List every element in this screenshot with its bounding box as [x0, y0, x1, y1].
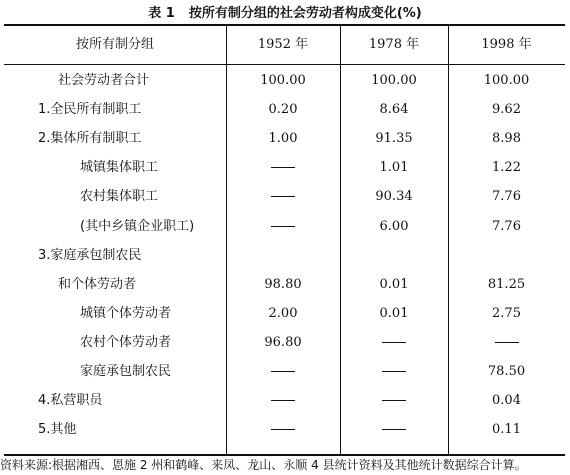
value-cell: 0.11: [492, 422, 521, 438]
table-row: [4, 182, 565, 211]
value-cell: 96.80: [264, 334, 302, 350]
table-caption: [0, 2, 570, 21]
row-label: 农村个体劳动者: [80, 334, 172, 350]
value-cell: 9.62: [492, 102, 521, 118]
table-row: [4, 328, 565, 357]
row-label: 社会劳动者合计: [58, 73, 150, 88]
row-label: 农村集体职工: [80, 189, 159, 205]
value-cell: [226, 241, 340, 270]
empty-dash: [448, 328, 565, 357]
value-cell: [448, 241, 565, 270]
table-title: 按所有制分组的社会劳动者构成变化(%): [188, 6, 422, 21]
empty-dash: [340, 357, 448, 386]
empty-dash: [226, 357, 340, 386]
value-cell: 0.01: [379, 276, 409, 292]
dash-mark: [382, 342, 406, 343]
table-row: [4, 357, 565, 386]
row-label: 5.其他: [38, 422, 77, 438]
empty-dash: [226, 212, 340, 241]
value-cell: 78.50: [487, 364, 526, 379]
dash-mark: [271, 371, 295, 372]
table-row: [4, 153, 565, 182]
dash-mark: [382, 429, 406, 430]
header-rule: [4, 64, 565, 65]
value-cell: 8.64: [379, 102, 409, 118]
dash-mark: [271, 400, 295, 401]
value-cell: 1.01: [379, 160, 409, 176]
table-row: [4, 415, 565, 444]
row-label: 1.全民所有制职工: [38, 102, 142, 118]
table-row: [4, 241, 565, 270]
dash-mark: [271, 429, 295, 430]
table-row: [4, 386, 565, 415]
header-1998: 1998 年: [481, 37, 532, 52]
row-label: 2.集体所有制职工: [38, 131, 142, 147]
dash-mark: [271, 167, 295, 168]
row-label: 3.家庭承包制农民: [38, 247, 142, 263]
empty-dash: [226, 182, 340, 211]
empty-dash: [226, 415, 340, 444]
value-cell: 81.25: [487, 276, 526, 292]
empty-dash: [226, 153, 340, 182]
row-label: (其中乡镇企业职工): [80, 218, 195, 234]
table-row: [4, 124, 565, 153]
row-label: 和个体劳动者: [58, 276, 137, 292]
value-cell: 91.35: [375, 131, 413, 147]
table-number: 表 1: [148, 6, 175, 21]
dash-mark: [495, 342, 519, 343]
value-cell: 8.98: [492, 131, 521, 147]
value-cell: 100.00: [483, 73, 530, 88]
dash-mark: [271, 196, 295, 197]
empty-dash: [340, 386, 448, 415]
dash-mark: [382, 371, 406, 372]
row-label: 城镇集体职工: [80, 160, 159, 176]
value-cell: 98.80: [264, 276, 302, 292]
table-row: [4, 66, 565, 95]
table-row: [4, 95, 565, 124]
table-row: [4, 212, 565, 241]
value-cell: 6.00: [379, 218, 409, 234]
empty-dash: [226, 386, 340, 415]
value-cell: 0.20: [268, 102, 298, 118]
value-cell: 2.00: [268, 305, 298, 321]
table-row: [4, 299, 565, 328]
value-cell: 1.00: [268, 131, 298, 147]
header-group: 按所有制分组: [75, 37, 154, 52]
empty-dash: [340, 415, 448, 444]
value-cell: 7.76: [492, 189, 521, 205]
composition-table: [4, 24, 565, 456]
dash-mark: [271, 226, 295, 227]
value-cell: 0.04: [492, 393, 521, 409]
value-cell: 2.75: [492, 305, 521, 321]
empty-dash: [340, 328, 448, 357]
value-cell: 1.22: [492, 160, 521, 176]
dash-mark: [382, 400, 406, 401]
header-1952: 1952 年: [257, 37, 309, 52]
row-label: 4.私营职员: [38, 393, 103, 409]
value-cell: 0.01: [379, 305, 409, 321]
value-cell: 100.00: [371, 73, 417, 88]
value-cell: 90.34: [375, 189, 413, 205]
source-note: 资料来源:根据湘西、恩施 2 州和鹤峰、来凤、龙山、永顺 4 县统计资料及其他统计数据综合计算。: [0, 458, 527, 472]
table-row: [4, 270, 565, 299]
header-1978: 1978 年: [368, 37, 420, 52]
value-cell: 7.76: [492, 218, 521, 234]
row-label: 城镇个体劳动者: [80, 305, 172, 321]
row-label: 家庭承包制农民: [80, 364, 172, 379]
value-cell: 100.00: [260, 73, 306, 88]
value-cell: [340, 241, 448, 270]
